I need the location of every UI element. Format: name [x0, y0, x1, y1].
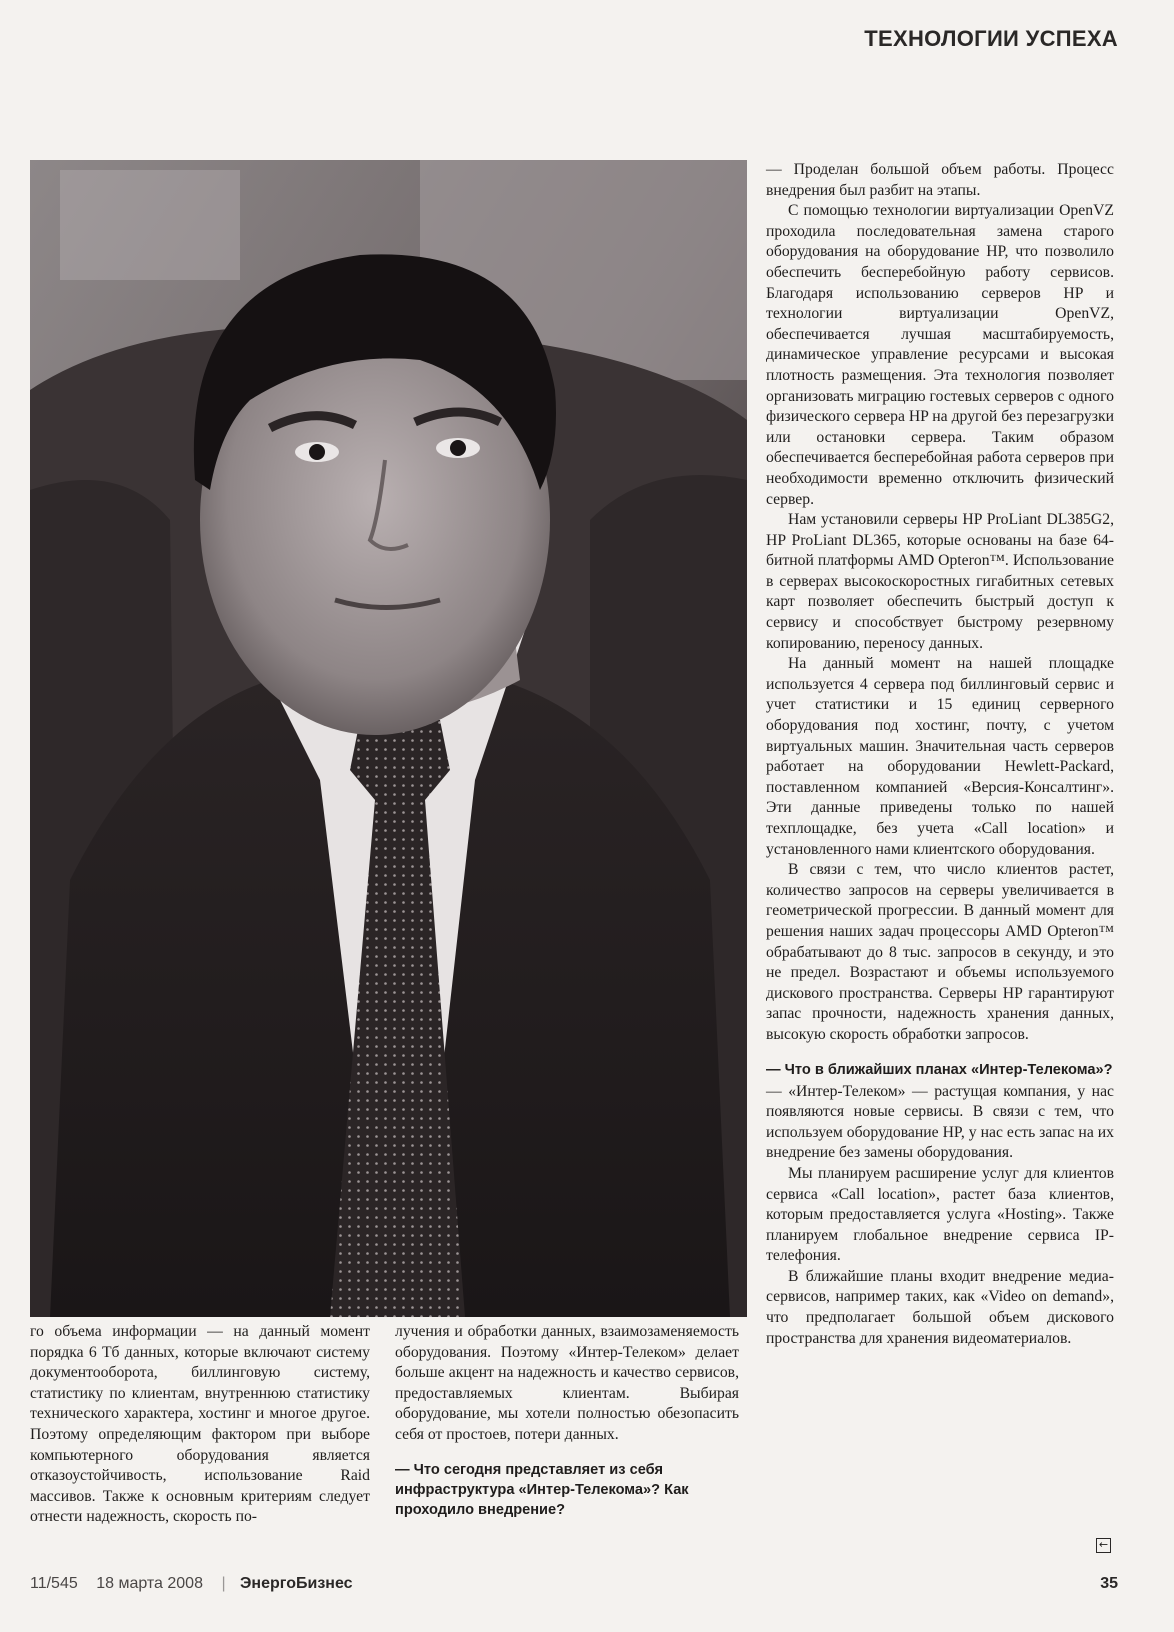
body-paragraph: В связи с тем, что число клиентов растет, количество запросов на серверы увеличивается в геометрической прогрессии. В данный момент для решения наших задач процессоры AMD Opteron™ обрабатывают до 8 тыс. запросов в секунду, и это не предел. Возрастают и объемы используемого дискового пространства. Серверы HP гарантируют запас прочности, надежность хранения данных, высокую скорость обработки запросов.	[766, 861, 1114, 1043]
body-paragraph: Нам установили серверы HP ProLiant DL385G2, HP ProLiant DL365, которые основаны на базе 64-битной платформы AMD Opteron™. Использование в серверах высокоскоростных гигабитных сетевых карт позволяет обеспечить быстрый доступ к сервису и способствует быстрому резервному копированию, переносу данных.	[766, 511, 1114, 652]
portrait-illustration	[30, 160, 747, 1317]
body-paragraph: Мы планируем расширение услуг для клиентов сервиса «Call location», растет база клиентов, которым предоставляется услуга «Hosting». Также планируем глобальное внедрение сервиса IP-телефония.	[766, 1164, 1114, 1265]
answer-paragraph: — Проделан большой объем работы. Процесс внедрения был разбит на этапы.	[766, 161, 1114, 199]
body-paragraph: го объема информации — на данный момент порядка 6 Тб данных, которые включают систему документооборота, биллинговую систему, статистику по клиентам, внутреннюю статистику технического характера, хостинг и многое другое. Поэтому определяющим фактором при выборе компьютерного оборудования является отказоустойчивость, использование Raid массивов. Также к основным критериям следует отнести надежность, скорость по-	[30, 1323, 370, 1526]
end-of-article-icon: ←	[1096, 1538, 1111, 1553]
article-column-bottom-middle	[395, 1322, 739, 1522]
answer-paragraph: — «Интер-Телеком» — растущая компания, у нас появляются новые сервисы. В связи с тем, что используем оборудование HP, у нас есть запас на их внедрение без замены оборудования.	[766, 1082, 1114, 1162]
issue-date: 18 марта 2008	[96, 1575, 203, 1592]
article-column-bottom-left	[30, 1322, 370, 1528]
portrait-photo	[30, 160, 747, 1317]
page-number: 35	[1100, 1575, 1118, 1592]
footer-separator: |	[221, 1575, 226, 1592]
body-paragraph: На данный момент на нашей площадке используется 4 сервера под биллинговый сервис и учет статистики и 15 единиц серверного оборудования под хостинг, почту, с учетом виртуальных машин. Значительная часть серверов работает на оборудовании Hewlett-Packard, поставленном компанией «Версия-Консалтинг». Эти данные приведены только по нашей техплощадке, без учета «Call location» и установленного нами клиентского оборудования.	[766, 655, 1114, 858]
body-paragraph: лучения и обработки данных, взаимозаменяемость оборудования. Поэтому «Интер-Телеком» делает больше акцент на надежность и качество сервисов, предоставляемых клиентам. Выбирая оборудование, мы хотели полностью обезопасить себя от простоев, потери данных.	[395, 1323, 739, 1443]
interview-question: — Что сегодня представляет из себя инфраструктура «Интер-Телекома»? Как проходило внедрение?	[395, 1461, 689, 1518]
section-header: ТЕХНОЛОГИИ УСПЕХА	[864, 26, 1118, 51]
article-column-right	[766, 160, 1114, 1349]
issue-number: 11/545	[30, 1575, 78, 1592]
interview-question: — Что в ближайших планах «Интер-Телекома»?	[766, 1061, 1113, 1078]
page-footer	[30, 1575, 1118, 1593]
body-paragraph: С помощью технологии виртуализации OpenVZ проходила последовательная замена старого оборудования на оборудование HP, что позволило обеспечить бесперебойную работу сервисов. Благодаря использованию серверов HP и технологии виртуализации OpenVZ, обеспечивается лучшая масштабируемость, динамическое управление ресурсами и высокая плотность размещения. Эта технология позволяет организовать миграцию гостевых серверов с одного физического сервера HP на другой без перезагрузки или остановки сервера. Таким образом обеспечивается бесперебойная работа серверов при необходимости временно отключить физический сервер.	[766, 202, 1114, 508]
body-paragraph: В ближайшие планы входит внедрение медиа-сервисов, например таких, как «Video on demand», что предполагает большой объем дискового пространства для хранения видеоматериалов.	[766, 1267, 1114, 1347]
publication-name: ЭнергоБизнес	[240, 1575, 353, 1592]
